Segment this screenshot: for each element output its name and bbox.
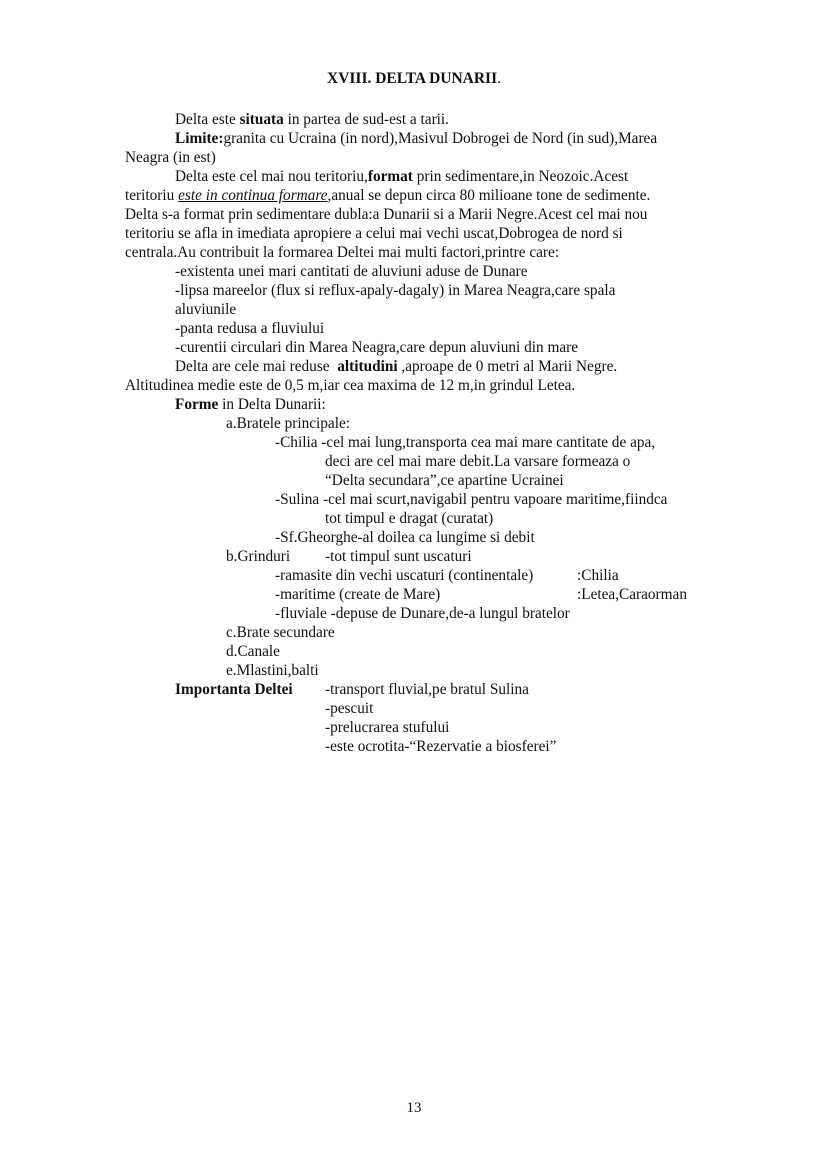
bold-term: Forme [175, 396, 219, 413]
factor-item: aluviunile [175, 301, 237, 318]
text: :Letea,Caraorman [577, 586, 687, 603]
text-line [125, 186, 650, 205]
bold-term: Limite: [175, 130, 224, 147]
text: ,anual se depun circa 80 milioane tone de sedimente. [327, 187, 651, 204]
list-item: -Sulina -cel mai scurt,navigabil pentru vapoare maritime,fiindca [275, 491, 668, 508]
bold-term: Importanta Deltei [175, 681, 293, 698]
text: :Chilia [577, 567, 619, 584]
importance-item: -transport fluvial,pe bratul Sulina [325, 681, 529, 698]
list-item: -Sf.Gheorghe-al doilea ca lungime si debit [275, 529, 535, 546]
text: Delta are cele mai reduse [175, 358, 338, 375]
importance-heading [175, 680, 675, 699]
underlined-italic-term: este in continua formare [178, 187, 328, 204]
title-dot: . [497, 70, 501, 87]
bold-term: altitudini [337, 358, 398, 375]
text-line: Altitudinea medie este de 0,5 m,iar cea maxima de 12 m,in grindul Letea. [125, 377, 576, 394]
text-line: teritoriu se afla in imediata apropiere a celui mai vechi uscat,Dobrogea de nord si [125, 225, 623, 242]
text: teritoriu [125, 187, 179, 204]
text: b.Grinduri [226, 548, 291, 565]
page-title [0, 70, 828, 88]
factor-item: -lipsa mareelor (flux si reflux-apaly-dagaly) in Marea Neagra,care spala [175, 282, 616, 299]
text: Delta este [175, 111, 240, 128]
list-item: “Delta secundara”,ce apartine Ucrainei [325, 472, 564, 489]
text: prin sedimentare,in Neozoic.Acest [412, 168, 629, 185]
factor-item: -existenta unei mari cantitati de aluviuni aduse de Dunare [175, 263, 528, 280]
text: -tot timpul sunt uscaturi [325, 548, 472, 565]
text: in Delta Dunarii: [218, 396, 326, 413]
bold-term: format [367, 168, 413, 185]
importance-item: -prelucrarea stufului [325, 719, 450, 736]
text: in partea de sud-est a tarii. [283, 111, 449, 128]
importance-item: -este ocrotita-“Rezervatie a biosferei” [325, 738, 557, 755]
text: -ramasite din vechi uscaturi (continentale) [275, 567, 534, 584]
list-item: d.Canale [226, 643, 280, 660]
text: -maritime (create de Mare) [275, 586, 441, 603]
text-line: Delta s-a format prin sedimentare dubla:a Dunarii si a Marii Negre.Acest cel mai nou [125, 206, 648, 223]
text: granita cu Ucraina (in nord),Masivul Dobrogei de Nord (in sud),Marea [223, 130, 658, 147]
list-item: deci are cel mai mare debit.La varsare formeaza o [325, 453, 631, 470]
text: ,aproape de 0 metri al Marii Negre. [397, 358, 618, 375]
forme-heading [175, 395, 326, 414]
list-item: tot timpul e dragat (curatat) [325, 510, 494, 527]
list-item [275, 566, 725, 585]
bold-term: situata [239, 111, 284, 128]
page-number: 13 [406, 1100, 422, 1116]
importance-item: -pescuit [325, 700, 374, 717]
list-item: a.Bratele principale: [226, 415, 351, 432]
text-line [175, 167, 628, 186]
altitude-line [175, 357, 617, 376]
text-line: centrala.Au contribuit la formarea Deltei mai multi factori,printre care: [125, 244, 560, 261]
factor-item: -curentii circulari din Marea Neagra,care depun aluviuni din mare [175, 339, 579, 356]
list-item [226, 547, 726, 566]
location-line [175, 110, 449, 129]
limits-line [175, 129, 657, 148]
list-item: -Chilia -cel mai lung,transporta cea mai mare cantitate de apa, [275, 434, 656, 451]
list-item [275, 585, 725, 604]
list-item: c.Brate secundare [226, 624, 335, 641]
factor-item: -panta redusa a fluviului [175, 320, 325, 337]
text-line: Neagra (in est) [125, 149, 216, 166]
list-item: -fluviale -depuse de Dunare,de-a lungul bratelor [275, 605, 570, 622]
list-item: e.Mlastini,balti [226, 662, 319, 679]
text: Delta este cel mai nou teritoriu, [175, 168, 368, 185]
title-text: XVIII. DELTA DUNARII [327, 70, 498, 87]
